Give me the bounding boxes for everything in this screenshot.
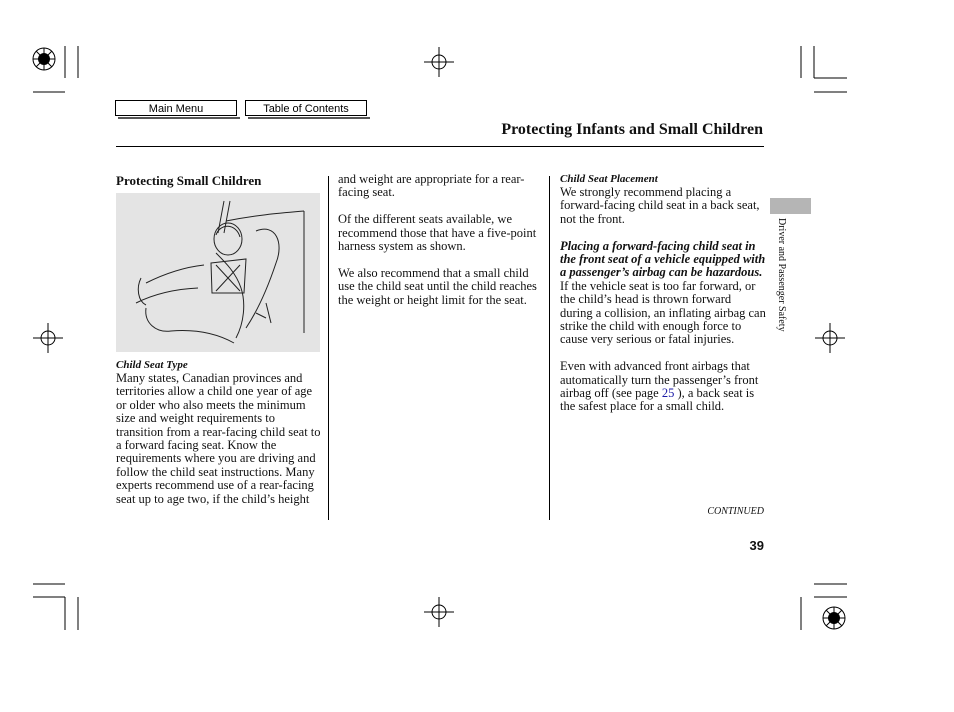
main-menu-button[interactable]: Main Menu bbox=[115, 100, 237, 116]
page-title: Protecting Infants and Small Children bbox=[501, 121, 763, 138]
title-divider bbox=[116, 146, 764, 147]
paragraph: Of the different seats available, we recommend those that have a five-point harness system as shown. bbox=[338, 212, 537, 254]
page-link[interactable]: 25 bbox=[661, 386, 675, 401]
column-divider bbox=[549, 176, 550, 520]
column-divider bbox=[328, 176, 329, 520]
subheading-child-seat-placement: Child Seat Placement bbox=[560, 173, 658, 185]
child-in-seat-image bbox=[116, 193, 320, 352]
paragraph: We also recommend that a small child use the child seat until the child reaches the weight or height limit for the seat. bbox=[338, 265, 537, 307]
continued-label: CONTINUED bbox=[707, 506, 764, 517]
paragraph-text: ), a back seat is the safest place for a small child. bbox=[560, 386, 755, 414]
page-number: 39 bbox=[749, 538, 764, 553]
child-seat-type-text: Many states, Canadian provinces and territories allow a child one year of age or older who also meets the minimum size and weight requirements to transition from a rear-facing child seat to a forward facing seat. Know the requirements where you are driving and follow the child seat instructions. Many experts recommend use of a rear-facing seat up to age two, if the child’s height bbox=[116, 371, 321, 506]
section-tab-label: Driver and Passenger Safety bbox=[776, 218, 787, 332]
warning-bold: Placing a forward-facing child seat in the front seat of a vehicle equipped with a passenger’s airbag can be hazardous. bbox=[560, 238, 766, 280]
subheading-child-seat-type: Child Seat Type bbox=[116, 359, 188, 371]
child-seat-illustration bbox=[116, 193, 320, 352]
warning-paragraph bbox=[560, 240, 766, 347]
paragraph bbox=[560, 360, 766, 414]
warning-text: If the vehicle seat is too far forward, or the child’s head is thrown forward during a collision, an inflating airbag can strike the child with enough force to cause very serious or fatal injuries. bbox=[560, 278, 766, 347]
paragraph: and weight are appropriate for a rear-facing seat. bbox=[338, 172, 525, 200]
paragraph: We strongly recommend placing a forward-facing child seat in a back seat, not the front. bbox=[560, 185, 760, 226]
table-of-contents-button[interactable]: Table of Contents bbox=[245, 100, 367, 116]
column-3 bbox=[560, 186, 766, 427]
section-tab[interactable] bbox=[770, 198, 811, 214]
paragraph-text: Even with advanced front airbags that automatically turn the passenger’s front airbag off (see page bbox=[560, 359, 759, 401]
column-2 bbox=[338, 173, 546, 320]
section-heading: Protecting Small Children bbox=[116, 173, 262, 188]
